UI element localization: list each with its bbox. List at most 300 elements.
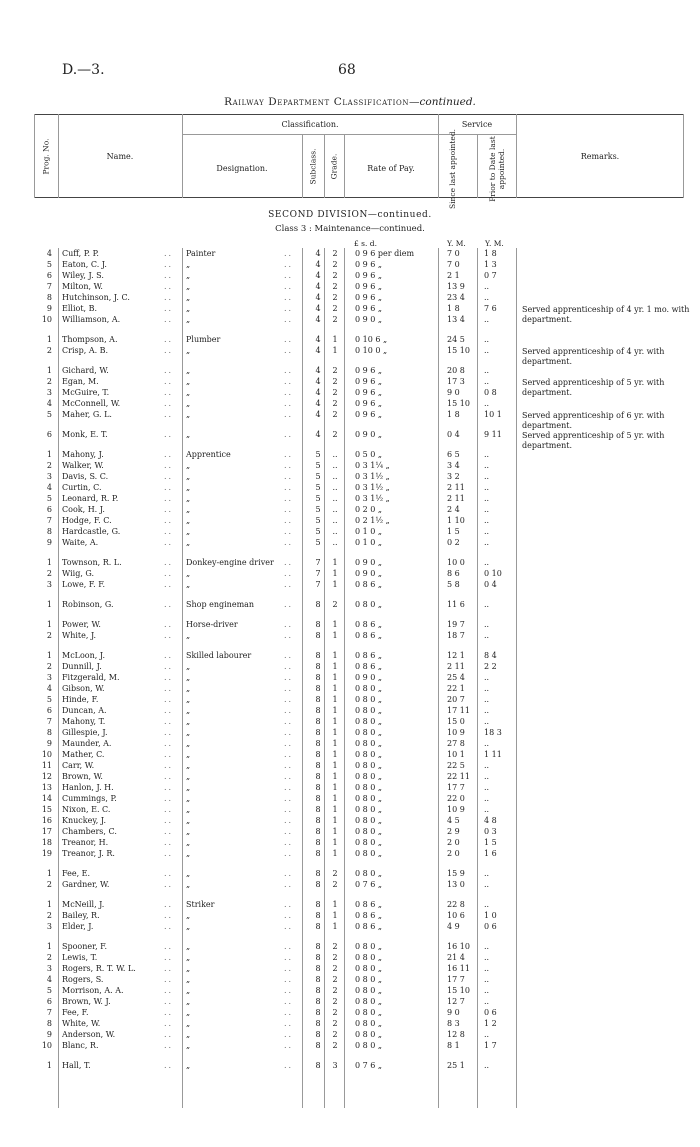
cell-designation: „ <box>186 728 191 737</box>
cell-rate-of-pay: 0 9 6 „ <box>355 293 383 302</box>
cell-subclass: 5 <box>315 505 321 514</box>
cell-rate-of-pay: 0 8 0 „ <box>355 600 383 609</box>
cell-leader-dots: .. <box>284 838 294 847</box>
col-prior-to: Prior to Date last appointed. <box>488 136 506 202</box>
cell-service-prior: .. <box>484 783 490 792</box>
cell-leader-dots: .. <box>164 662 174 671</box>
cell-leader-dots: .. <box>284 1019 294 1028</box>
cell-name: Morrison, A. A. <box>62 986 124 995</box>
cell-prog-no: 2 <box>46 880 52 889</box>
cell-prog-no: 8 <box>46 728 52 737</box>
cell-grade: 2 <box>332 1041 338 1050</box>
cell-leader-dots: .. <box>164 869 174 878</box>
cell-designation: „ <box>186 282 191 291</box>
cell-service-since: 2 0 <box>447 849 460 858</box>
cell-prog-no: 3 <box>46 472 52 481</box>
cell-subclass: 8 <box>315 900 321 909</box>
cell-leader-dots: .. <box>164 282 174 291</box>
cell-subclass: 8 <box>315 651 321 660</box>
cell-grade: 2 <box>332 1019 338 1028</box>
cell-prog-no: 3 <box>46 580 52 589</box>
cell-prog-no: 7 <box>46 282 52 291</box>
cell-designation: „ <box>186 662 191 671</box>
cell-name: Cook, H. J. <box>62 505 105 514</box>
cell-leader-dots: .. <box>284 620 294 629</box>
cell-designation: „ <box>186 986 191 995</box>
cell-leader-dots: .. <box>284 953 294 962</box>
cell-designation: „ <box>186 366 191 375</box>
cell-grade: 2 <box>332 1030 338 1039</box>
cell-leader-dots: .. <box>284 900 294 909</box>
cell-prog-no: 15 <box>41 805 52 814</box>
cell-leader-dots: .. <box>164 483 174 492</box>
cell-rate-of-pay: 0 8 0 „ <box>355 942 383 951</box>
cell-designation: „ <box>186 304 191 313</box>
cell-leader-dots: .. <box>164 249 174 258</box>
cell-service-prior: .. <box>484 975 490 984</box>
cell-leader-dots: .. <box>284 827 294 836</box>
cell-rate-of-pay: 0 3 1½ „ <box>355 472 390 481</box>
cell-subclass: 8 <box>315 794 321 803</box>
cell-service-prior: .. <box>484 673 490 682</box>
cell-service-since: 0 2 <box>447 538 460 547</box>
cell-leader-dots: .. <box>164 728 174 737</box>
cell-prog-no: 2 <box>46 953 52 962</box>
cell-grade: 2 <box>332 975 338 984</box>
cell-grade: 1 <box>332 558 338 567</box>
cell-rate-of-pay: 0 8 6 „ <box>355 651 383 660</box>
cell-rate-of-pay: 0 8 0 „ <box>355 761 383 770</box>
cell-subclass: 8 <box>315 739 321 748</box>
cell-designation: „ <box>186 783 191 792</box>
cell-prog-no: 17 <box>41 827 52 836</box>
cell-rate-of-pay: 0 3 1½ „ <box>355 483 390 492</box>
cell-service-since: 10 6 <box>447 911 465 920</box>
cell-grade: .. <box>332 527 338 536</box>
cell-rate-of-pay: 0 5 0 „ <box>355 450 383 459</box>
cell-rate-of-pay: 0 8 0 „ <box>355 869 383 878</box>
cell-subclass: 8 <box>315 717 321 726</box>
cell-subclass: 8 <box>315 1030 321 1039</box>
cell-grade: .. <box>332 516 338 525</box>
cell-designation: „ <box>186 377 191 386</box>
cell-grade: 2 <box>332 942 338 951</box>
cell-designation: „ <box>186 388 191 397</box>
cell-leader-dots: .. <box>284 728 294 737</box>
cell-service-prior: .. <box>484 516 490 525</box>
cell-leader-dots: .. <box>284 516 294 525</box>
cell-leader-dots: .. <box>164 816 174 825</box>
cell-leader-dots: .. <box>284 600 294 609</box>
col-grade: Grade. <box>329 153 339 180</box>
cell-designation: „ <box>186 527 191 536</box>
cell-service-prior: .. <box>484 399 490 408</box>
cell-designation: „ <box>186 1030 191 1039</box>
cell-prog-no: 6 <box>46 430 52 439</box>
cell-grade: 1 <box>332 335 338 344</box>
cell-prog-no: 18 <box>41 838 52 847</box>
cell-prog-no: 1 <box>46 450 52 459</box>
cell-service-since: 9 0 <box>447 1008 460 1017</box>
cell-service-since: 13 4 <box>447 315 465 324</box>
cell-grade: .. <box>332 472 338 481</box>
cell-rate-of-pay: 0 8 0 „ <box>355 684 383 693</box>
cell-service-since: 15 9 <box>447 869 465 878</box>
cell-leader-dots: .. <box>164 304 174 313</box>
cell-designation: Horse-driver <box>186 620 238 629</box>
cell-grade: .. <box>332 483 338 492</box>
cell-service-prior: .. <box>484 558 490 567</box>
cell-subclass: 8 <box>315 728 321 737</box>
cell-leader-dots: .. <box>284 975 294 984</box>
cell-prog-no: 6 <box>46 271 52 280</box>
cell-prog-no: 1 <box>46 900 52 909</box>
cell-subclass: 8 <box>315 783 321 792</box>
cell-designation: „ <box>186 516 191 525</box>
cell-leader-dots: .. <box>164 953 174 962</box>
cell-service-since: 7 0 <box>447 260 460 269</box>
cell-service-since: 4 9 <box>447 922 460 931</box>
cell-service-since: 3 2 <box>447 472 460 481</box>
cell-leader-dots: .. <box>284 805 294 814</box>
cell-designation: „ <box>186 805 191 814</box>
cell-leader-dots: .. <box>164 1019 174 1028</box>
cell-name: Gardner, W. <box>62 880 110 889</box>
cell-leader-dots: .. <box>284 997 294 1006</box>
cell-name: Power, W. <box>62 620 101 629</box>
cell-designation: „ <box>186 684 191 693</box>
cell-subclass: 4 <box>315 399 321 408</box>
cell-designation: „ <box>186 761 191 770</box>
cell-grade: 1 <box>332 838 338 847</box>
cell-name: Hutchinson, J. C. <box>62 293 130 302</box>
cell-name: Williamson, A. <box>62 315 121 324</box>
cell-grade: 2 <box>332 315 338 324</box>
cell-leader-dots: .. <box>164 346 174 355</box>
cell-leader-dots: .. <box>164 494 174 503</box>
cell-grade: 2 <box>332 249 338 258</box>
cell-service-since: 10 0 <box>447 558 465 567</box>
cell-prog-no: 4 <box>46 483 52 492</box>
cell-prog-no: 2 <box>46 461 52 470</box>
cell-designation: „ <box>186 953 191 962</box>
cell-service-prior: 0 7 <box>484 271 497 280</box>
cell-subclass: 8 <box>315 953 321 962</box>
cell-leader-dots: .. <box>284 986 294 995</box>
cell-grade: 1 <box>332 900 338 909</box>
cell-name: Townson, R. L. <box>62 558 122 567</box>
cell-leader-dots: .. <box>164 964 174 973</box>
cell-service-since: 20 8 <box>447 366 465 375</box>
cell-service-prior: 1 7 <box>484 1041 497 1050</box>
cell-service-prior: .. <box>484 461 490 470</box>
cell-service-prior: .. <box>484 315 490 324</box>
cell-prog-no: 4 <box>46 249 52 258</box>
cell-name: Thompson, A. <box>62 335 118 344</box>
cell-leader-dots: .. <box>284 282 294 291</box>
cell-service-prior: .. <box>484 1061 490 1070</box>
cell-prog-no: 13 <box>41 783 52 792</box>
cell-service-since: 12 8 <box>447 1030 465 1039</box>
cell-rate-of-pay: 0 8 0 „ <box>355 805 383 814</box>
cell-leader-dots: .. <box>284 527 294 536</box>
cell-grade: 2 <box>332 399 338 408</box>
cell-service-prior: .. <box>484 631 490 640</box>
cell-service-since: 6 5 <box>447 450 460 459</box>
cell-service-since: 16 10 <box>447 942 470 951</box>
cell-leader-dots: .. <box>284 922 294 931</box>
cell-leader-dots: .. <box>164 651 174 660</box>
cell-rate-of-pay: 0 10 6 „ <box>355 335 388 344</box>
cell-rate-of-pay: 0 9 6 „ <box>355 260 383 269</box>
cell-service-since: 17 7 <box>447 975 465 984</box>
cell-name: Dunnill, J. <box>62 662 102 671</box>
cell-grade: 1 <box>332 772 338 781</box>
cell-grade: 2 <box>332 880 338 889</box>
cell-rate-of-pay: 0 8 0 „ <box>355 953 383 962</box>
cell-subclass: 8 <box>315 849 321 858</box>
cell-designation: „ <box>186 964 191 973</box>
cell-leader-dots: .. <box>284 706 294 715</box>
cell-subclass: 8 <box>315 869 321 878</box>
cell-service-prior: .. <box>484 450 490 459</box>
cell-service-since: 17 7 <box>447 783 465 792</box>
cell-name: Mather, C. <box>62 750 105 759</box>
cell-grade: 1 <box>332 580 338 589</box>
cell-grade: 2 <box>332 260 338 269</box>
cell-leader-dots: .. <box>284 388 294 397</box>
cell-name: Hodge, F. C. <box>62 516 112 525</box>
cell-name: Mahony, T. <box>62 717 106 726</box>
cell-grade: 2 <box>332 366 338 375</box>
cell-service-prior: .. <box>484 953 490 962</box>
cell-rate-of-pay: 0 9 6 „ <box>355 304 383 313</box>
cell-service-prior: 7 6 <box>484 304 497 313</box>
cell-service-prior: .. <box>484 505 490 514</box>
cell-service-since: 13 0 <box>447 880 465 889</box>
cell-service-prior: .. <box>484 684 490 693</box>
cell-service-since: 2 11 <box>447 662 465 671</box>
cell-leader-dots: .. <box>164 942 174 951</box>
cell-grade: 1 <box>332 794 338 803</box>
cell-prog-no: 3 <box>46 964 52 973</box>
cell-designation: „ <box>186 271 191 280</box>
cell-name: Elliot, B. <box>62 304 98 313</box>
cell-rate-of-pay: 0 8 0 „ <box>355 849 383 858</box>
cell-grade: 1 <box>332 706 338 715</box>
cell-subclass: 8 <box>315 695 321 704</box>
cell-rate-of-pay: 0 9 6 „ <box>355 271 383 280</box>
cell-designation: „ <box>186 750 191 759</box>
cell-leader-dots: .. <box>284 942 294 951</box>
cell-rate-of-pay: 0 8 6 „ <box>355 620 383 629</box>
cell-leader-dots: .. <box>284 750 294 759</box>
cell-leader-dots: .. <box>164 805 174 814</box>
cell-service-since: 10 1 <box>447 750 465 759</box>
cell-service-prior: .. <box>484 986 490 995</box>
cell-designation: „ <box>186 580 191 589</box>
cell-subclass: 8 <box>315 620 321 629</box>
cell-name: Carr, W. <box>62 761 95 770</box>
cell-leader-dots: .. <box>164 580 174 589</box>
cell-grade: 1 <box>332 717 338 726</box>
cell-subclass: 8 <box>315 880 321 889</box>
cell-service-prior: .. <box>484 366 490 375</box>
cell-service-prior: .. <box>484 600 490 609</box>
cell-leader-dots: .. <box>284 772 294 781</box>
cell-service-prior: .. <box>484 293 490 302</box>
cell-service-prior: .. <box>484 880 490 889</box>
cell-rate-of-pay: 0 9 6 „ <box>355 388 383 397</box>
cell-rate-of-pay: 0 9 6 „ <box>355 366 383 375</box>
cell-leader-dots: .. <box>164 377 174 386</box>
cell-service-since: 1 10 <box>447 516 465 525</box>
cell-prog-no: 16 <box>41 816 52 825</box>
cell-prog-no: 14 <box>41 794 52 803</box>
since-units: Y. M. <box>447 239 466 248</box>
cell-prog-no: 9 <box>46 304 52 313</box>
cell-name: McConnell, W. <box>62 399 121 408</box>
cell-designation: „ <box>186 293 191 302</box>
pay-units: £ s. d. <box>354 239 377 248</box>
cell-service-since: 1 8 <box>447 410 460 419</box>
cell-service-since: 16 11 <box>447 964 470 973</box>
cell-rate-of-pay: 0 9 0 „ <box>355 430 383 439</box>
cell-leader-dots: .. <box>164 739 174 748</box>
cell-grade: 1 <box>332 750 338 759</box>
cell-designation: „ <box>186 849 191 858</box>
cell-leader-dots: .. <box>284 695 294 704</box>
cell-prog-no: 7 <box>46 516 52 525</box>
col-name: Name. <box>106 152 134 161</box>
cell-remarks: Served apprenticeship of 4 yr. with department. <box>522 347 665 366</box>
cell-prog-no: 1 <box>46 620 52 629</box>
cell-service-prior: 1 11 <box>484 750 502 759</box>
cell-grade: 2 <box>332 388 338 397</box>
cell-leader-dots: .. <box>284 651 294 660</box>
cell-grade: 1 <box>332 695 338 704</box>
cell-service-prior: .. <box>484 761 490 770</box>
cell-name: Bailey, R. <box>62 911 100 920</box>
cell-name: Spooner, F. <box>62 942 107 951</box>
cell-subclass: 8 <box>315 997 321 1006</box>
cell-grade: 1 <box>332 922 338 931</box>
cell-grade: 1 <box>332 849 338 858</box>
cell-subclass: 4 <box>315 282 321 291</box>
cell-prog-no: 3 <box>46 388 52 397</box>
cell-grade: 1 <box>332 620 338 629</box>
cell-name: Maunder, A. <box>62 739 112 748</box>
cell-rate-of-pay: 0 8 0 „ <box>355 750 383 759</box>
page-title-main: Railway Department Classification <box>224 96 410 108</box>
cell-service-since: 19 7 <box>447 620 465 629</box>
page-number: 68 <box>338 62 356 78</box>
col-since-last: Since last appointed. <box>448 129 457 209</box>
cell-prog-no: 10 <box>41 750 52 759</box>
cell-prog-no: 10 <box>41 1041 52 1050</box>
cell-designation: „ <box>186 794 191 803</box>
cell-leader-dots: .. <box>284 794 294 803</box>
cell-prog-no: 5 <box>46 494 52 503</box>
col-rate-of-pay: Rate of Pay. <box>367 164 415 173</box>
cell-subclass: 8 <box>315 761 321 770</box>
cell-name: Knuckey, J. <box>62 816 107 825</box>
cell-rate-of-pay: 0 8 0 „ <box>355 717 383 726</box>
cell-designation: „ <box>186 430 191 439</box>
cell-leader-dots: .. <box>284 335 294 344</box>
cell-subclass: 4 <box>315 335 321 344</box>
cell-name: Fee, F. <box>62 1008 89 1017</box>
cell-leader-dots: .. <box>284 366 294 375</box>
cell-subclass: 8 <box>315 1041 321 1050</box>
cell-leader-dots: .. <box>164 388 174 397</box>
cell-rate-of-pay: 0 8 0 „ <box>355 827 383 836</box>
cell-leader-dots: .. <box>164 772 174 781</box>
cell-service-since: 5 8 <box>447 580 460 589</box>
cell-leader-dots: .. <box>164 1030 174 1039</box>
cell-prog-no: 6 <box>46 706 52 715</box>
cell-leader-dots: .. <box>164 997 174 1006</box>
cell-leader-dots: .. <box>164 673 174 682</box>
cell-rate-of-pay: 0 8 0 „ <box>355 706 383 715</box>
cell-service-since: 12 7 <box>447 997 465 1006</box>
cell-name: Chambers, C. <box>62 827 117 836</box>
cell-subclass: 8 <box>315 631 321 640</box>
cell-leader-dots: .. <box>284 869 294 878</box>
cell-leader-dots: .. <box>284 293 294 302</box>
cell-subclass: 4 <box>315 260 321 269</box>
cell-leader-dots: .. <box>164 794 174 803</box>
cell-service-since: 2 0 <box>447 838 460 847</box>
cell-service-since: 24 5 <box>447 335 465 344</box>
cell-service-since: 2 11 <box>447 483 465 492</box>
cell-grade: 2 <box>332 869 338 878</box>
cell-rate-of-pay: 0 3 1½ „ <box>355 494 390 503</box>
cell-leader-dots: .. <box>164 1061 174 1070</box>
cell-grade: 1 <box>332 911 338 920</box>
cell-name: Rogers, R. T. W. L. <box>62 964 136 973</box>
cell-name: Hardcastle, G. <box>62 527 121 536</box>
cell-leader-dots: .. <box>284 631 294 640</box>
cell-name: McLoon, J. <box>62 651 105 660</box>
cell-subclass: 8 <box>315 816 321 825</box>
cell-leader-dots: .. <box>164 761 174 770</box>
cell-service-prior: 2 2 <box>484 662 497 671</box>
cell-designation: „ <box>186 922 191 931</box>
cell-service-prior: .. <box>484 472 490 481</box>
cell-leader-dots: .. <box>284 260 294 269</box>
cell-designation: „ <box>186 880 191 889</box>
cell-service-since: 23 4 <box>447 293 465 302</box>
cell-subclass: 8 <box>315 1008 321 1017</box>
cell-rate-of-pay: 0 1 0 „ <box>355 538 383 547</box>
cell-service-prior: 1 3 <box>484 260 497 269</box>
cell-subclass: 5 <box>315 494 321 503</box>
cell-name: Crisp, A. B. <box>62 346 109 355</box>
cell-prog-no: 2 <box>46 662 52 671</box>
cell-designation: Shop engineman <box>186 600 255 609</box>
cell-service-prior: .. <box>484 494 490 503</box>
cell-service-since: 17 11 <box>447 706 470 715</box>
cell-grade: 1 <box>332 684 338 693</box>
col-subclass: Subclass. <box>308 148 318 185</box>
cell-prog-no: 9 <box>46 1030 52 1039</box>
page-title <box>0 96 700 108</box>
cell-leader-dots: .. <box>164 750 174 759</box>
cell-leader-dots: .. <box>284 346 294 355</box>
cell-grade: .. <box>332 505 338 514</box>
cell-designation: Donkey-engine driver <box>186 558 274 567</box>
